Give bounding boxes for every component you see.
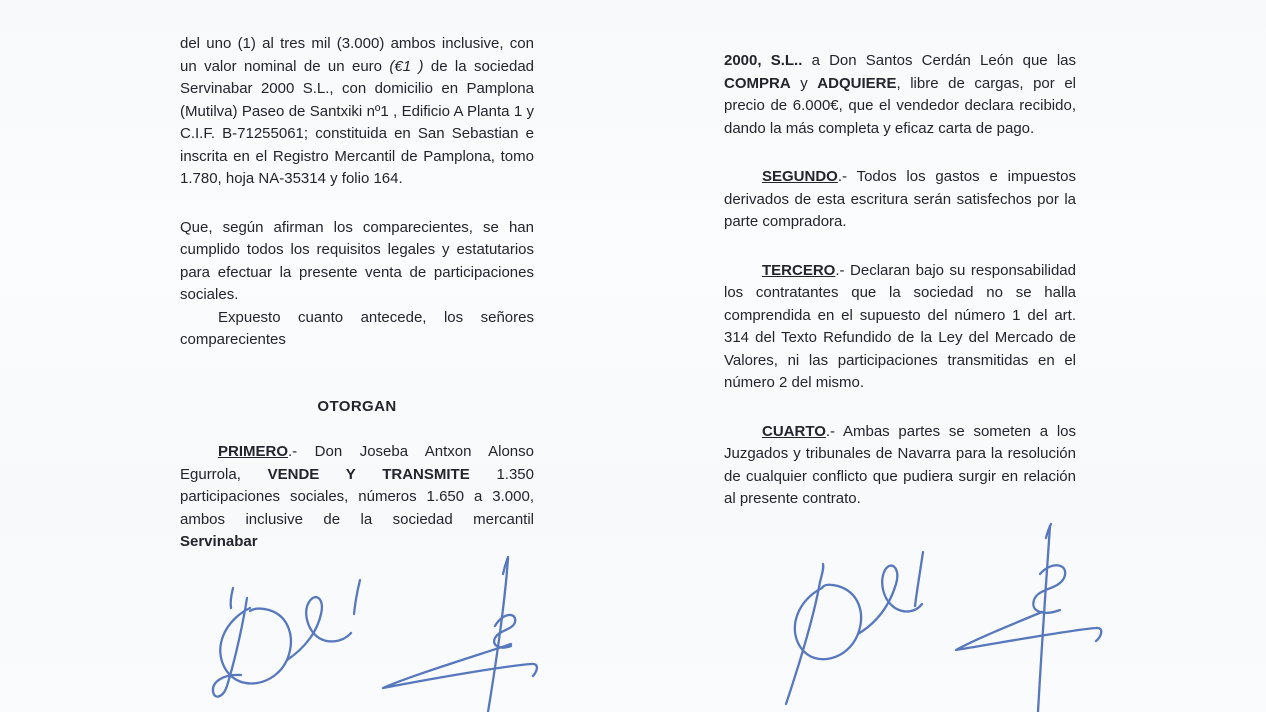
paragraph-primero: PRIMERO.- Don Joseba Antxon Alonso Egurrola, VENDE Y TRANSMITE 1.350 participaciones sociales, números 1.650 a 3.000, ambos inclusive de la sociedad mercantil Servinabar	[180, 443, 534, 550]
paragraph-cuarto: CUARTO.- Ambas partes se someten a los Juzgados y tribunales de Navarra para la resolución de cualquier conflicto que pudiera surgir en relación al presente contrato.	[724, 422, 1076, 507]
signature-scribble-seller-right	[786, 552, 923, 704]
paragraph-compra-adquiere: 2000, S.L.. a Don Santos Cerdán León que las COMPRA y ADQUIERE, libre de cargas, por el precio de 6.000€, que el vendedor declara recibido, dando la más completa y eficaz carta de pago.	[724, 52, 1077, 137]
signature-scribble-seller-left	[213, 580, 360, 697]
paragraph-shares-description: del uno (1) al tres mil (3.000) ambos inclusive, con un valor nominal de un euro (€1 ) de la sociedad Servinabar 2000 S.L., con domicilio en Pamplona (Mutilva) Paseo de Santxiki nº1 , Edificio A Planta 1 y C.I.F. B-71255061; constituida en San Sebastian e inscrita en el Registro Mercantil de Pamplona, tomo 1.780, hoja NA-35314 y folio 164.	[180, 35, 535, 187]
heading-otorgan: OTORGAN	[317, 397, 397, 415]
signature-pair-right	[770, 520, 1120, 712]
signature-scribble-buyer-left	[383, 557, 537, 712]
right-page-column	[724, 50, 1076, 537]
signature-pair-left	[195, 548, 565, 712]
paragraph-segundo: SEGUNDO.- Todos los gastos e impuestos derivados de esta escritura serán satisfechos por la parte compradora.	[724, 168, 1076, 230]
paragraph-expuesto: Expuesto cuanto antecede, los señores comparecientes	[180, 308, 534, 348]
signature-ink	[786, 524, 1101, 712]
signature-scribble-buyer-right	[956, 524, 1101, 712]
paragraph-tercero: TERCERO.- Declaran bajo su responsabilidad los contratantes que la sociedad no se halla comprendida en el supuesto del número 1 del art. 314 del Texto Refundido de la Ley del Mercado de Valores, ni las participaciones transmitidas en el número 2 del mismo.	[724, 261, 1076, 391]
signature-ink	[213, 557, 537, 712]
paragraph-requisitos-legales: Que, según afirman los comparecientes, se han cumplido todos los requisitos legales y estatutarios para efectuar la presente venta de participaciones sociales.	[180, 218, 534, 303]
left-page-column	[180, 33, 534, 580]
